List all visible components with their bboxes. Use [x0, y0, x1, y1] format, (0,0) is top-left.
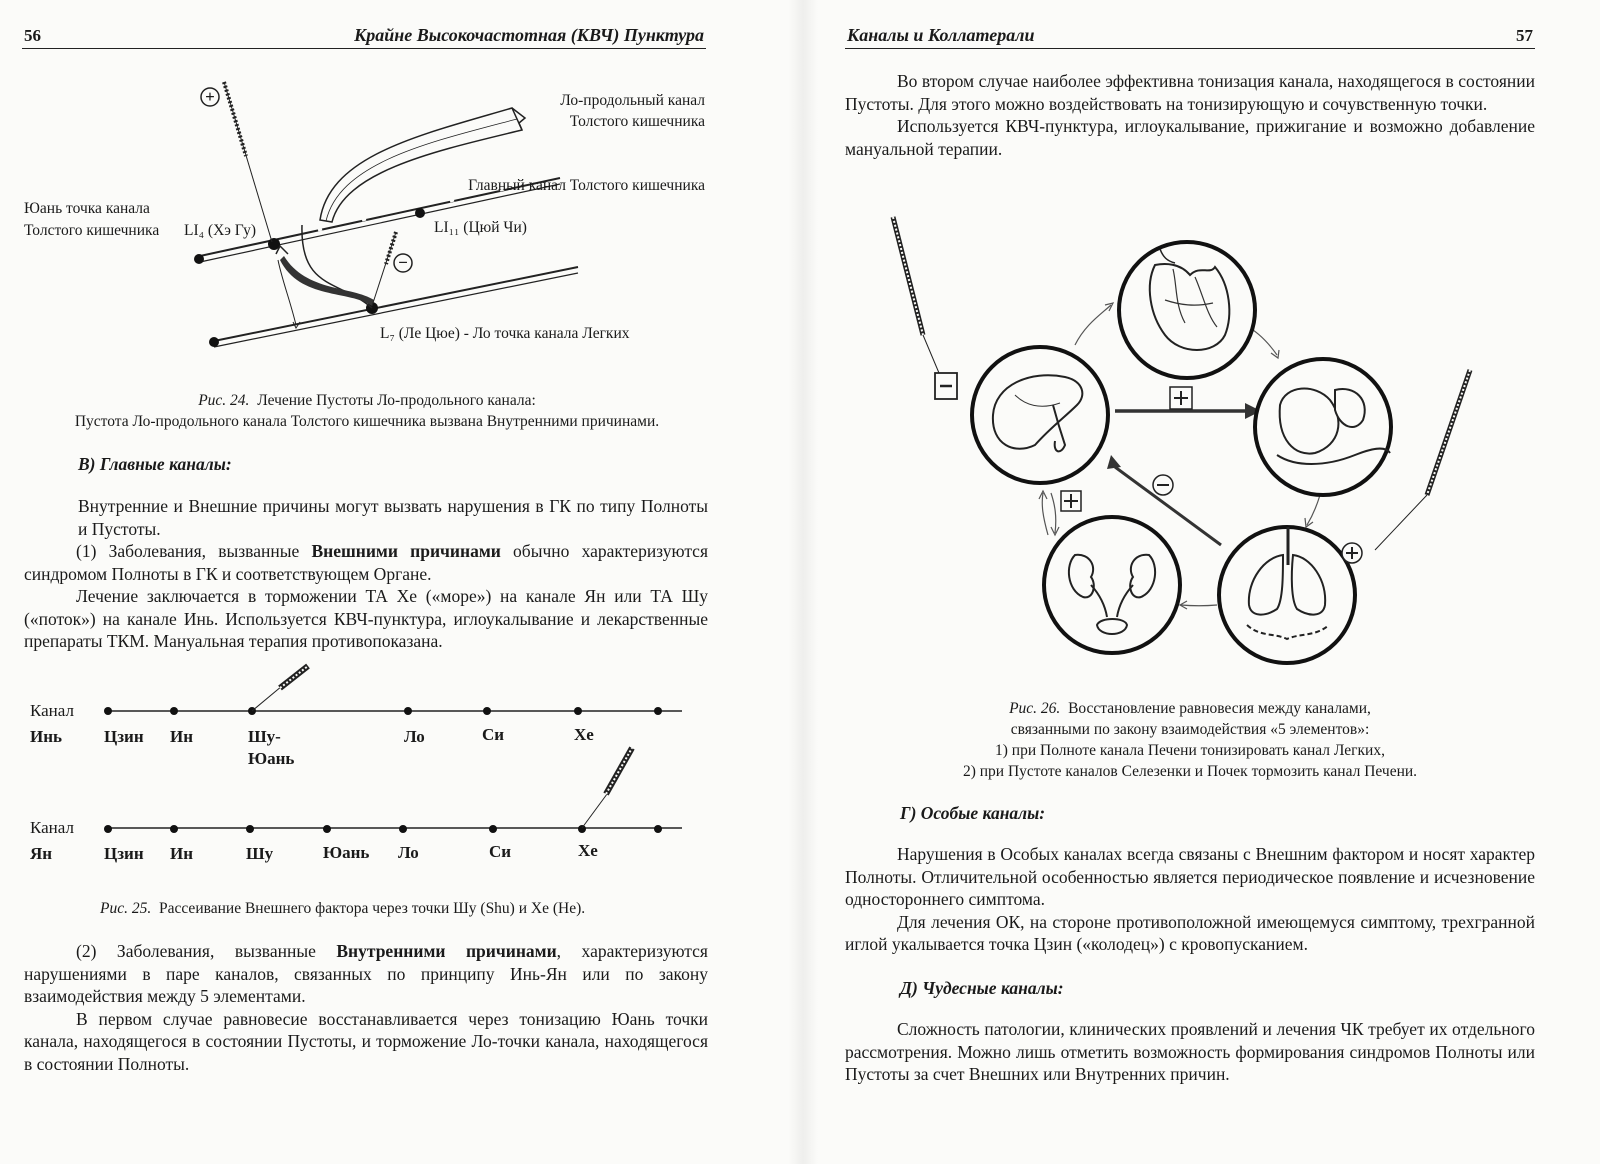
fig24-label-yuan-2: Толстого кишечника [24, 222, 160, 239]
fig24-label-main-channel: Главный канал Толстого кишечника [468, 177, 705, 194]
section-b-title: В) Главные каналы: [78, 454, 232, 474]
book-gutter [788, 0, 818, 1164]
left-text-block-1 [78, 495, 708, 540]
svg-text:Цзин: Цзин [104, 727, 144, 746]
svg-text:Ло: Ло [398, 843, 419, 862]
fig24-label-lo-channel-2: Толстого кишечника [569, 113, 705, 130]
fig24-caption [22, 390, 712, 432]
fig25-row1-name-2: Инь [30, 727, 63, 746]
left-para-5: В первом случае равновесие восстанавливается через тонизацию Юань точки канала, находящегося в состоянии Пустоты, и торможение Ло-точки канала, находящегося в состоянии Полноты. [24, 1008, 708, 1074]
fig24-caption-line1: Лечение Пустоты Ло-продольного канала: [257, 392, 536, 409]
right-page-number: 57 [1516, 26, 1533, 45]
left-running-head: Крайне Высокочастотная (КВЧ) Пунктура [354, 25, 704, 45]
svg-text:Ло: Ло [404, 727, 425, 746]
stomach-spleen-icon [1280, 389, 1339, 454]
right-para-4: Для лечения ОК, на стороне противоположной имеющемуся симптому, трехгранной иглой укалывается точка Цзин («колодец») с кровопусканием. [845, 911, 1535, 954]
fig25-caption-num: Рис. 25. [100, 900, 152, 917]
right-running-header [845, 22, 1535, 49]
right-text-block-2 [845, 843, 1535, 956]
svg-text:Цзин: Цзин [104, 844, 144, 863]
fig24-caption-line2: Пустота Ло-продольного канала Толстого кишечника вызвана Внутренними причинами. [74, 413, 660, 430]
svg-text:Ин: Ин [170, 727, 194, 746]
left-para-4: (2) Заболевания, вызванные Внутренними причинами, характеризуются нарушениями в паре каналов, связанных по принципу Инь-Ян или по закону взаимодействия между 5 элементами. [24, 941, 708, 1006]
fig26-caption-line1: Восстановление равновесия между каналами, [1068, 700, 1371, 717]
fig24-label-yuan-1: Юань точка канала [24, 200, 150, 217]
fig24-label-li4: LI₄ (Хэ Гу) [184, 222, 257, 239]
left-running-header [22, 22, 706, 49]
left-text-block-2 [24, 540, 708, 653]
heart-circle [1119, 242, 1255, 378]
fig26-caption-line3: 1) при Полноте канала Печени тонизировать канал Легких, [995, 742, 1385, 759]
fig24-label-lo-channel-1: Ло-продольный канал [560, 92, 705, 109]
section-g-title: Г) Особые каналы: [900, 803, 1046, 823]
right-page [815, 0, 1600, 1164]
fig24-caption-num: Рис. 24. [198, 392, 250, 409]
fig26-caption-line2: связанными по закону взаимодействия «5 элементов»: [1010, 721, 1370, 738]
figure-24 [0, 60, 790, 440]
fig25-caption-text: Рассеивание Внешнего фактора через точки Шу (Shu) и Хе (He). [158, 900, 586, 917]
right-text-block-1 [845, 70, 1535, 160]
lung-channel-start-point [209, 337, 219, 347]
svg-text:Хе: Хе [574, 725, 594, 744]
right-para-5: Сложность патологии, клинических проявлений и лечения ЧК требует их отдельного рассмотрения. Можно лишь отметить возможность формирования синдромов Полноты или Пустоты за счет Внешних или Внутренних причин. [845, 1019, 1535, 1084]
stomach-circle [1255, 359, 1391, 495]
li-channel-start-point [194, 254, 204, 264]
svg-text:Шу-: Шу- [248, 727, 281, 746]
svg-text:Хе: Хе [578, 841, 598, 860]
svg-text:Си: Си [489, 842, 512, 861]
svg-text:Шу: Шу [246, 844, 274, 863]
left-para-3: Лечение заключается в торможении ТА Хе («море») на канале Ян или ТА Шу («поток») на канале Инь. Используется КВЧ-пунктура, иглоукалывание и лекарственные препараты ТКМ. Мануальная терапия противопоказана. [24, 586, 708, 651]
left-page-number: 56 [24, 26, 41, 45]
figure-25 [0, 660, 790, 880]
section-d-title: Д) Чудесные каналы: [900, 978, 1064, 998]
fig26-caption-line4: 2) при Пустоте каналов Селезенки и Почек тормозить канал Печени. [962, 763, 1418, 780]
fig25-row1-name-1: Канал [30, 701, 74, 720]
fig24-label-li11: LI₁₁ (Цюй Чи) [434, 219, 527, 236]
left-para-2: (1) Заболевания, вызванные Внешними причинами обычно характеризуются синдромом Полноты в ГК и соответствующем Органе. [24, 541, 709, 584]
fig25-row2-name-1: Канал [30, 818, 74, 837]
svg-text:Си: Си [482, 725, 505, 744]
svg-text:Юань: Юань [248, 749, 295, 768]
fig24-label-l7: L₇ (Ле Цюе) - Ло точка канала Легких [380, 325, 630, 342]
figure-26 [815, 205, 1600, 665]
liver-circle [972, 347, 1108, 483]
left-text-block-3 [24, 940, 708, 1075]
svg-text:Юань: Юань [323, 843, 370, 862]
svg-text:Ин: Ин [170, 844, 194, 863]
fig26-caption [865, 698, 1515, 782]
lungs-circle [1219, 527, 1355, 663]
right-para-2: Используется КВЧ-пунктура, иглоукалывание, прижигание и возможно добавление мануальной терапии. [845, 116, 1535, 159]
left-para-1: Внутренние и Внешние причины могут вызвать нарушения в ГК по типу Полноты и Пустоты. [78, 496, 708, 539]
right-para-1: Во втором случае наиболее эффективна тонизация канала, находящегося в состоянии Пустоты. Для этого можно воздействовать на тонизирующую и сочувственную точки. [845, 71, 1535, 114]
fig25-row2-name-2: Ян [30, 844, 53, 863]
svg-text:+: + [205, 87, 215, 106]
left-page [0, 0, 790, 1164]
right-text-block-3 [845, 1018, 1535, 1086]
svg-text:−: − [398, 253, 408, 272]
right-para-3: Нарушения в Особых каналах всегда связаны с Внешним фактором и носят характер Полноты. Отличительной особенностью является периодическое появление и исчезновение одностороннего симптома. [845, 844, 1535, 909]
kidneys-circle [1044, 517, 1180, 653]
fig26-caption-num: Рис. 26. [1009, 700, 1061, 717]
right-running-head: Каналы и Коллатерали [847, 25, 1035, 45]
li11-point [415, 208, 425, 218]
fig25-caption [100, 898, 640, 919]
